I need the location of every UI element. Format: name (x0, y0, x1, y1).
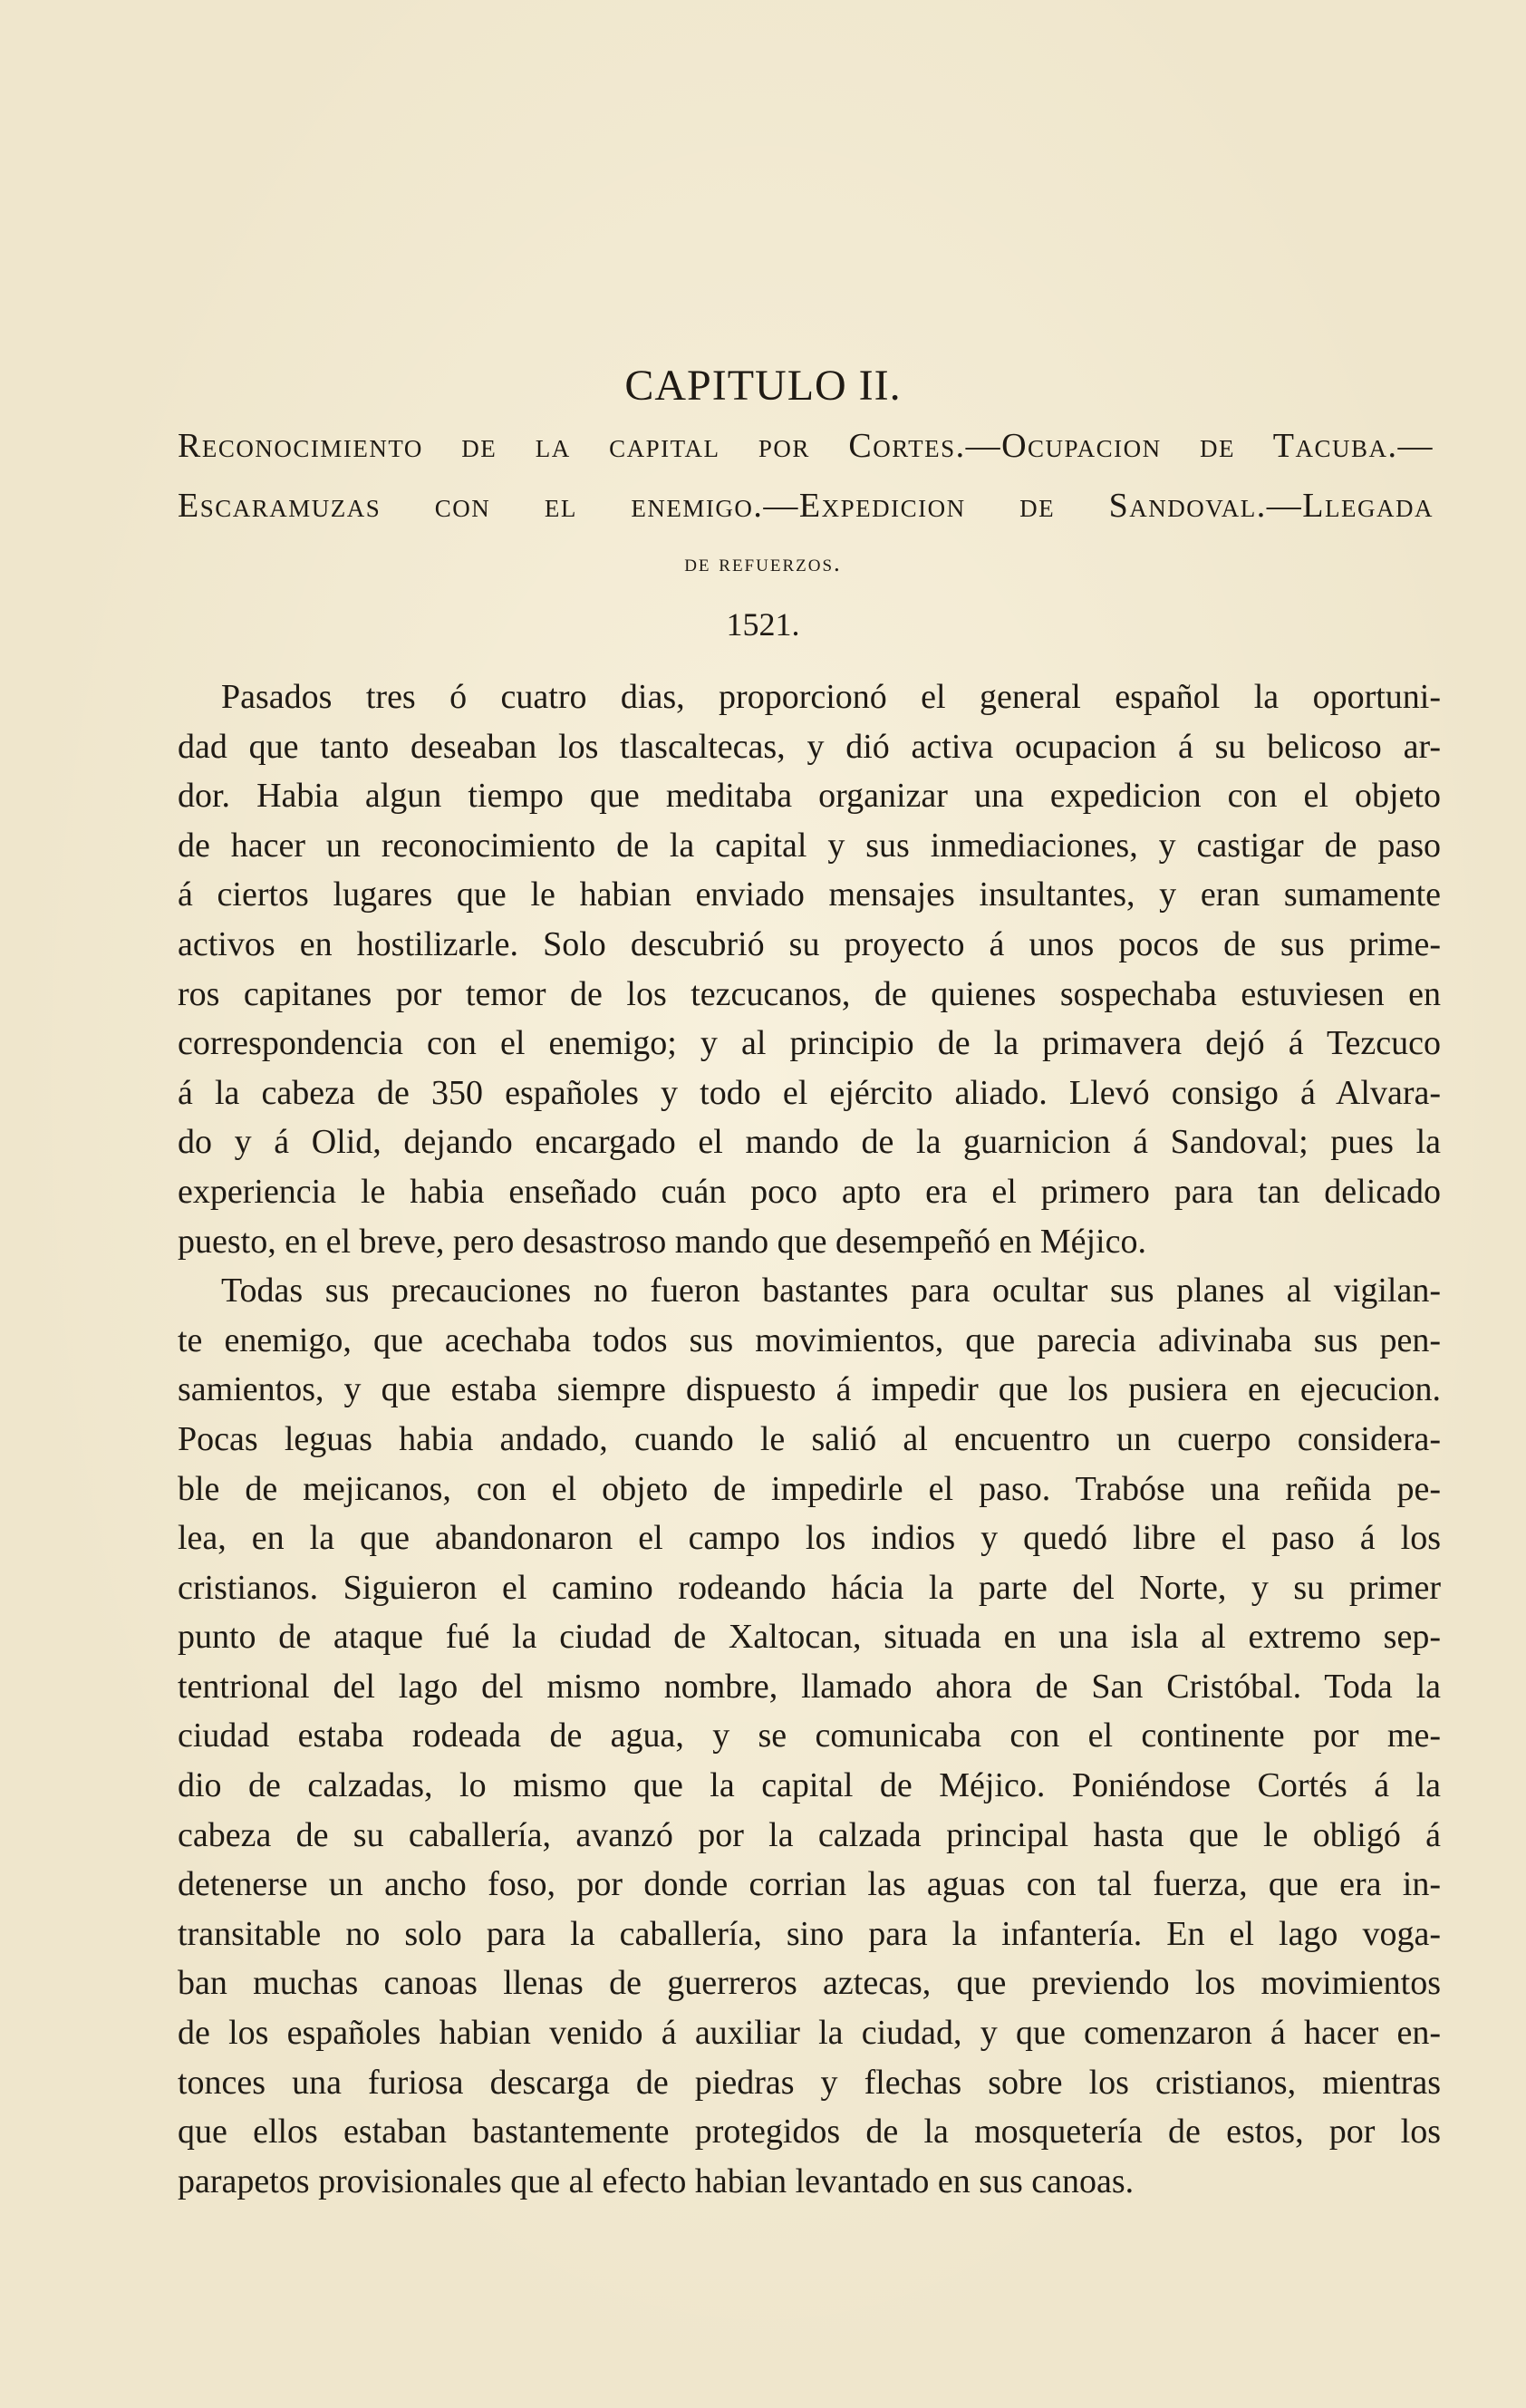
text-line: parapetos provisionales que al efecto habian levantado en sus canoas. (178, 2161, 1135, 2200)
text-line: dad que tanto deseaban los tlascaltecas, y dió activa ocupacion á su belicoso ar- (178, 727, 1441, 766)
text-line: á la cabeza de 350 españoles y todo el ejército aliado. Llevó consigo á Alvara- (178, 1073, 1441, 1112)
text-line: de los españoles habian venido á auxiliar la ciudad, y que comenzaron á hacer en- (178, 2014, 1441, 2053)
text-line: activos en hostilizarle. Solo descubrió su proyecto á unos pocos de sus prime- (178, 924, 1441, 963)
text-line: punto de ataque fué la ciudad de Xaltocan, situada en una isla al extremo sep- (178, 1618, 1441, 1657)
text-line: ciudad estaba rodeada de agua, y se comunicaba con el continente por me- (178, 1717, 1441, 1755)
text-line: tonces una furiosa descarga de piedras y flechas sobre los cristianos, mientras (178, 2063, 1441, 2102)
text-line: Pasados tres ó cuatro dias, proporcionó el general español la oportuni- (221, 678, 1441, 716)
body-text (178, 672, 1441, 2206)
chapter-summary-line: de refuerzos. (684, 549, 842, 576)
chapter-summary-line: Escaramuzas con el enemigo.—Expedicion de Sandoval.—Llegada (178, 487, 1434, 525)
text-line: correspondencia con el enemigo; y al principio de la primavera dejó á Tezcuco (178, 1024, 1441, 1063)
text-line: ble de mejicanos, con el objeto de impedirle el paso. Trabóse una reñida pe- (178, 1469, 1441, 1508)
text-line: do y á Olid, dejando encargado el mando de la guarnicion á Sandoval; pues la (178, 1123, 1441, 1162)
text-line: cristianos. Siguieron el camino rodeando hácia la parte del Norte, y su primer (178, 1568, 1441, 1607)
chapter-summary-line: Reconocimiento de la capital por Cortes.—Ocupacion de Tacuba.— (178, 427, 1434, 465)
text-line: lea, en la que abandonaron el campo los indios y quedó libre el paso á los (178, 1519, 1441, 1558)
text-line: tentrional del lago del mismo nombre, llamado ahora de San Cristóbal. Toda la (178, 1667, 1441, 1706)
chapter-title: CAPITULO II. (624, 362, 902, 410)
text-line: dor. Habia algun tiempo que meditaba organizar una expedicion con el objeto (178, 777, 1441, 816)
paragraph (178, 1266, 1441, 2206)
text-line: Todas sus precauciones no fueron bastantes para ocultar sus planes al vigilan- (221, 1272, 1441, 1310)
text-line: detenerse un ancho foso, por donde corrian las aguas con tal fuerza, que era in- (178, 1865, 1441, 1904)
text-line: puesto, en el breve, pero desastroso mando que desempeñó en Méjico. (178, 1222, 1146, 1261)
text-line: Pocas leguas habia andado, cuando le salió al encuentro un cuerpo considera- (178, 1419, 1441, 1458)
text-line: experiencia le habia enseñado cuán poco apto era el primero para tan delicado (178, 1172, 1441, 1211)
chapter-year: 1521. (726, 606, 800, 643)
text-line: que ellos estaban bastantemente protegidos de la mosquetería de estos, por los (178, 2113, 1441, 2152)
text-line: ban muchas canoas llenas de guerreros aztecas, que previendo los movimientos (178, 1964, 1441, 2003)
paragraph (178, 672, 1441, 1266)
text-line: transitable no solo para la caballería, sino para la infantería. En el lago voga- (178, 1914, 1441, 1953)
text-line: te enemigo, que acechaba todos sus movimientos, que parecia adivinaba sus pen- (178, 1320, 1441, 1359)
text-line: dio de calzadas, lo mismo que la capital de Méjico. Poniéndose Cortés á la (178, 1766, 1441, 1805)
text-line: ros capitanes por temor de los tezcucanos, de quienes sospechaba estuviesen en (178, 974, 1441, 1013)
text-line: samientos, y que estaba siempre dispuesto á impedir que los pusiera en ejecucion. (178, 1370, 1441, 1409)
text-line: cabeza de su caballería, avanzó por la calzada principal hasta que le obligó á (178, 1815, 1441, 1854)
text-line: de hacer un reconocimiento de la capital y sus inmediaciones, y castigar de paso (178, 826, 1441, 865)
text-line: á ciertos lugares que le habian enviado mensajes insultantes, y eran sumamente (178, 875, 1441, 914)
